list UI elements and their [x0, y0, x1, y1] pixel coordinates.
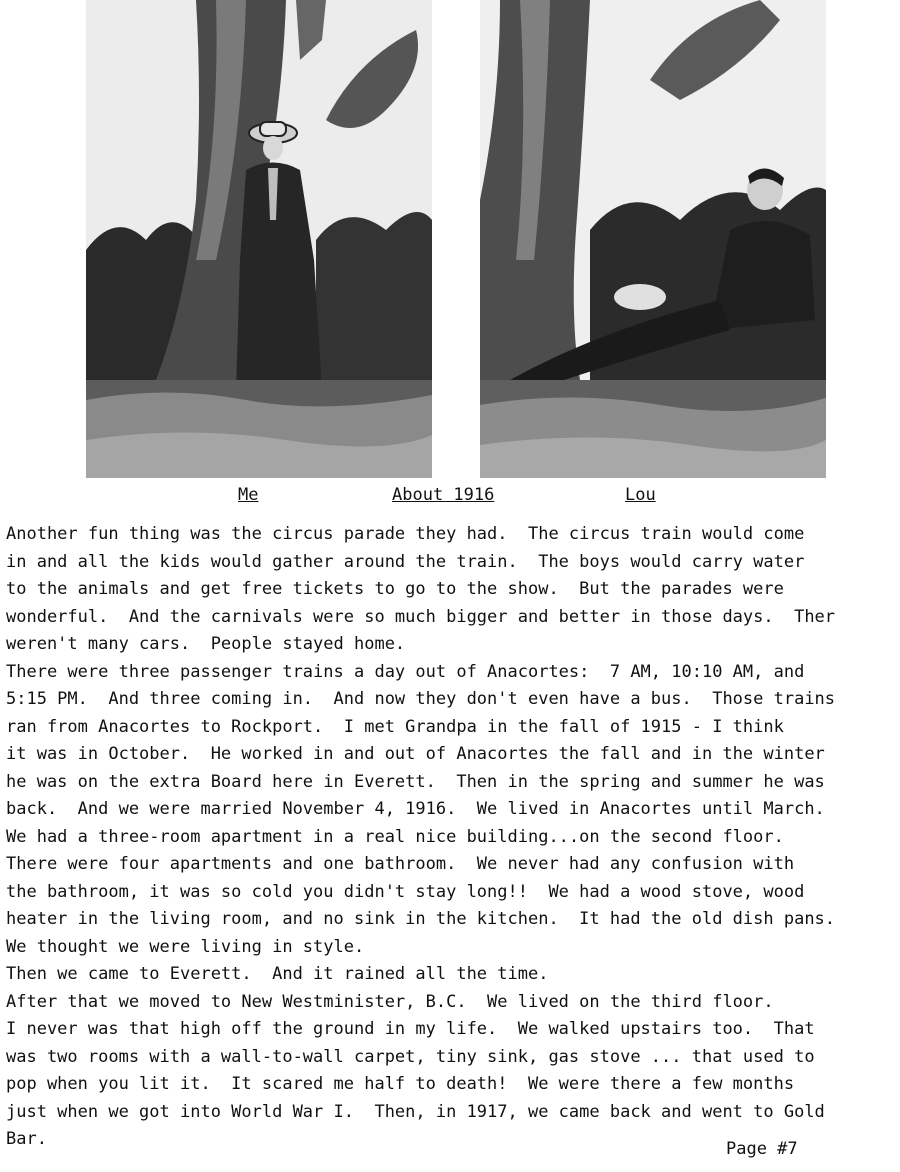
text-line: We thought we were living in style.	[6, 936, 365, 957]
caption-me: Me	[238, 485, 259, 505]
memoir-text	[6, 521, 898, 1154]
text-line: in and all the kids would gather around the train. The boys would carry water	[6, 551, 805, 572]
text-line: heater in the living room, and no sink in the kitchen. It had the old dish pans.	[6, 909, 836, 929]
photo-woman-by-tree	[86, 0, 432, 478]
text-line: back. And we were married November 4, 1916. We lived in Anacortes until March.	[6, 799, 825, 819]
text-line: it was in October. He worked in and out of Anacortes the fall and in the winter	[6, 744, 825, 764]
text-line: Another fun thing was the circus parade they had. The circus train would come	[6, 524, 805, 544]
text-line: wonderful. And the carnivals were so much bigger and better in those days. Ther	[6, 606, 836, 627]
text-line: to the animals and get free tickets to go to the show. But the parades were	[6, 579, 784, 599]
caption-date: About 1916	[392, 485, 495, 505]
text-line: pop when you lit it. It scared me half to death! We were there a few months	[6, 1074, 795, 1094]
text-line: There were three passenger trains a day out of Anacortes: 7 AM, 10:10 AM, and	[6, 661, 805, 682]
page-number: Page #7	[726, 1139, 798, 1159]
text-line: ran from Anacortes to Rockport. I met Grandpa in the fall of 1915 - I think	[6, 716, 784, 737]
text-line: he was on the extra Board here in Everett. Then in the spring and summer he was	[6, 771, 825, 792]
text-line: 5:15 PM. And three coming in. And now they don't even have a bus. Those trains	[6, 689, 836, 709]
text-line: weren't many cars. People stayed home.	[6, 634, 406, 654]
photo-man-reclining	[480, 0, 826, 478]
text-line: There were four apartments and one bathroom. We never had any confusion with	[6, 854, 795, 874]
text-line: just when we got into World War I. Then, in 1917, we came back and went to Gold	[6, 1101, 825, 1122]
caption-lou: Lou	[625, 485, 656, 505]
text-line: was two rooms with a wall-to-wall carpet, tiny sink, gas stove ... that used to	[6, 1046, 815, 1067]
text-line: Then we came to Everett. And it rained all the time.	[6, 964, 549, 984]
text-line: After that we moved to New Westminister, B.C. We lived on the third floor.	[6, 991, 774, 1012]
text-line: the bathroom, it was so cold you didn't stay long!! We had a wood stove, wood	[6, 881, 805, 902]
text-line: We had a three-room apartment in a real nice building...on the second floor.	[6, 826, 784, 847]
text-line: I never was that high off the ground in my life. We walked upstairs too. That	[6, 1019, 815, 1039]
text-line: Bar.	[6, 1129, 47, 1149]
